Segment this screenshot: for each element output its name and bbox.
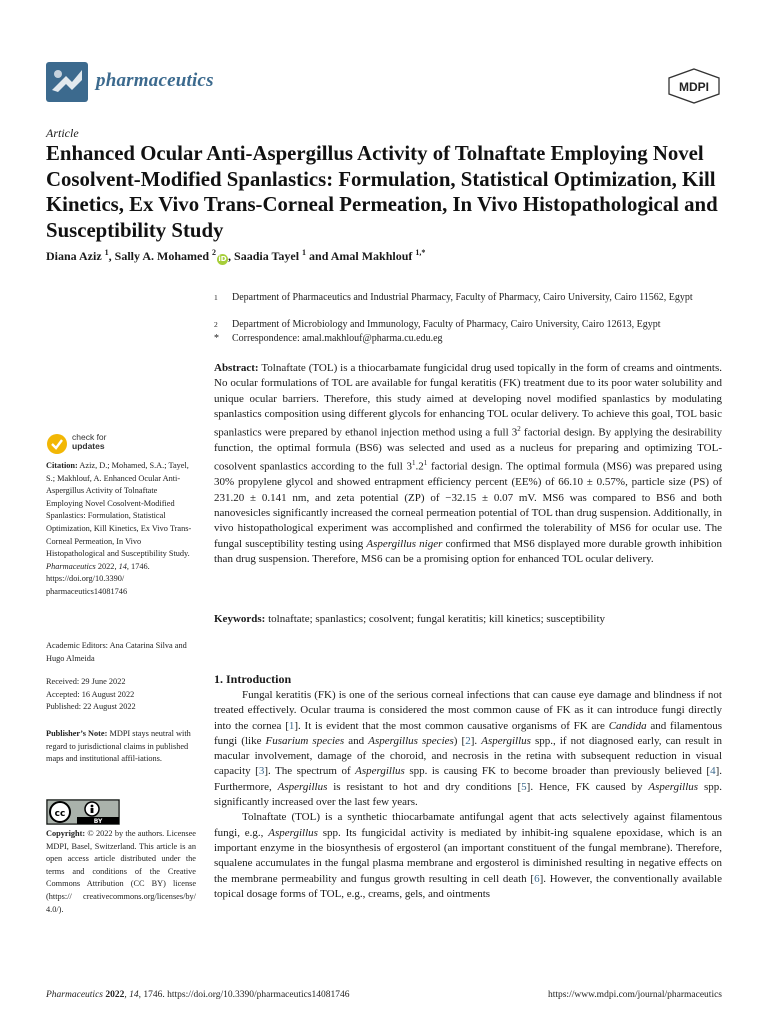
citation-link[interactable]: 3 [258, 765, 265, 778]
footer-citation: Pharmaceutics 2022, 14, 1746. https://doi.org/10.3390/pharmaceutics14081746 [46, 990, 350, 1000]
academic-editors: Academic Editors: Ana Catarina Silva and Hugo Almeida [46, 641, 187, 663]
section-heading: 1. Introduction [214, 672, 292, 686]
citation-link[interactable]: 2 [465, 734, 471, 747]
author-affiliation-sup: 1 [302, 248, 307, 257]
publishers-note: Publisher’s Note: MDPI stays neutral with regard to jurisdictional claims in published maps and institutional affil-iations. [46, 729, 191, 764]
copyright-notice: Copyright: © 2022 by the authors. Licensee MDPI, Basel, Switzerland. This article is an open access article distributed under the terms and conditions of the Creative Commons Attribution (CC BY) license (https:// creativecommons.org/licenses/by/ 4.0/). [46, 829, 196, 914]
mdpi-logo-icon [667, 68, 721, 104]
article-type: Article [46, 126, 79, 140]
citation-link[interactable]: 4 [710, 765, 716, 778]
author-affiliation-sup: 1,* [415, 248, 426, 257]
author-affiliation-sup: 2 [212, 248, 217, 257]
publication-dates: Received: 29 June 2022 Accepted: 16 August 2022 Published: 22 August 2022 [46, 677, 136, 712]
author-name: Diana Aziz [46, 249, 102, 263]
author-name: Amal Makhlouf [330, 249, 413, 263]
cc-label: BY [93, 818, 103, 825]
cc-by-license-icon[interactable] [46, 799, 120, 825]
citation-link[interactable]: 5 [521, 780, 527, 793]
check-updates-icon [46, 433, 68, 455]
article-title: Enhanced Ocular Anti-Aspergillus Activity of Tolnaftate Employing Novel Cosolvent-Modified Spanlastics: Formulation, Statistical Optimization, Kill Kinetics, Ex Vivo Trans-Corneal Permeation, In Vivo Histopathological and Susceptibility Study [46, 142, 718, 242]
check-updates-label: check for updates [72, 432, 107, 451]
publisher-name: MDPI [679, 80, 709, 94]
footer-journal-url[interactable]: https://www.mdpi.com/journal/pharmaceutics [547, 990, 722, 1000]
author-name: Sally A. Mohamed [114, 249, 210, 263]
journal-name: pharmaceutics [96, 70, 214, 91]
svg-text:cc: cc [54, 809, 66, 819]
citation-link[interactable]: 6 [534, 872, 540, 885]
citation-link[interactable]: 1 [288, 719, 295, 732]
check-for-updates-button[interactable] [46, 432, 126, 456]
keywords: Keywords: tolnaftate; spanlastics; cosolvent; fungal keratitis; kill kinetics; susceptibility [214, 613, 606, 625]
author-affiliation-sup: 1 [104, 248, 109, 257]
journal-logo-icon [46, 62, 88, 102]
introduction-text: Fungal keratitis (FK) is one of the serious corneal infections that can cause eye damage and blindness if not treated effectively. Ocular trauma is considered the most common cause of FK as it can introduce fungi directly into the cornea [1]. It is evident that the most common causative organisms of FK are Candida and filamentous fungi (like Fusarium species and Aspergillus species) [2]. Aspergillus spp., if not diagnosed early, can result in macular involvement, damage of the choroid, and necrosis in the retina with subsequent reduction in visual capacity [3]. The spectrum of Aspergillus spp. is causing FK to become broader than previously believed [4]. Furthermore, Aspergillus is resistant to hot and dry conditions [5]. Hence, FK caused by Aspergillus spp. significantly increased over the last few years. Tolnaftate (TOL) is a synthetic thiocarbamate antifungal agent that acts selectively against filamentous fungi, e.g., Aspergillus spp. Its fungicidal activity is mediated by inhibit-ing squalene epoxidase, which is an important enzyme in the biosynthesis of ergosterol (an important constituent of the fungal membrane). Therefore, squalene accumulates in the fungal plasma membrane and ergosterol is diminished resulting in negative effects on the membrane permeability and fungus growth resulting in cell death [6]. However, the conventionally available topical dosage forms of TOL, e.g., creams, gels, and ointments [214, 689, 723, 900]
orcid-icon[interactable]: iD [218, 255, 227, 263]
author-name: Saadia Tayel [234, 249, 300, 263]
citation-block: Citation: Aziz, D.; Mohamed, S.A.; Tayel, S.; Makhlouf, A. Enhanced Ocular Anti-Aspergillus Activity of Tolnaftate Employing Novel Cosolvent-Modified Spanlastics: Formulation, Statistical Optimization, Kill Kinetics, Ex Vivo Trans-Corneal Permeation, In Vivo Histopathological and Susceptibility Study. Pharmaceutics 2022, 14, 1746. https://doi.org/10.3390/ pharmaceutics14081746 [46, 461, 192, 596]
abstract: Abstract: Tolnaftate (TOL) is a thiocarbamate fungicidal drug used topically in the form of creams and ointments. No ocular formulations of TOL are available for fungal keratitis (FK) treatment due to its poor water solubility and unique ocular barriers. Therefore, this study aimed at developing novel modified spanlastics by modulating spanlastics composition using different glycols for enhancing TOL ocular delivery. To achieve this goal, TOL basic spanlastics were prepared by ethanol injection method using a full $3^2$ factorial design. By applying the desirability function, the optimal formula (BS6) was selected and used as a nucleus for preparing and optimizing TOL-cosolvent spanlastics according to the full $3^1.2^1$ factorial design. The optimal formula (MS6) was prepared using 30% propylene glycol and showed entrapment efficiency percent (EE%) of 66.10 ± 0.57%, particle size (PS) of 231.20 ± 0.141 nm, and zeta potential (ZP) of −32.15 ± 0.07 mV. MS6 was compared to BS6 and both nanovesicles significantly increased the corneal permeation potential of TOL than drug suspension. Additionally, in vivo histopathological experiment was accomplished and confirmed the tolerability of MS6 for ocular use. The fungal susceptibility testing using Aspergillus niger confirmed that MS6 displayed more durable growth inhibition than drug suspension. Therefore, MS6 can be a promising option for enhanced TOL ocular delivery. [214, 362, 723, 565]
author-list: Diana Aziz $^1$, Sally A. Mohamed $^2$iD, Saadia Tayel $^1$ and Amal Makhlouf $^{1,*}$ [46, 248, 426, 263]
